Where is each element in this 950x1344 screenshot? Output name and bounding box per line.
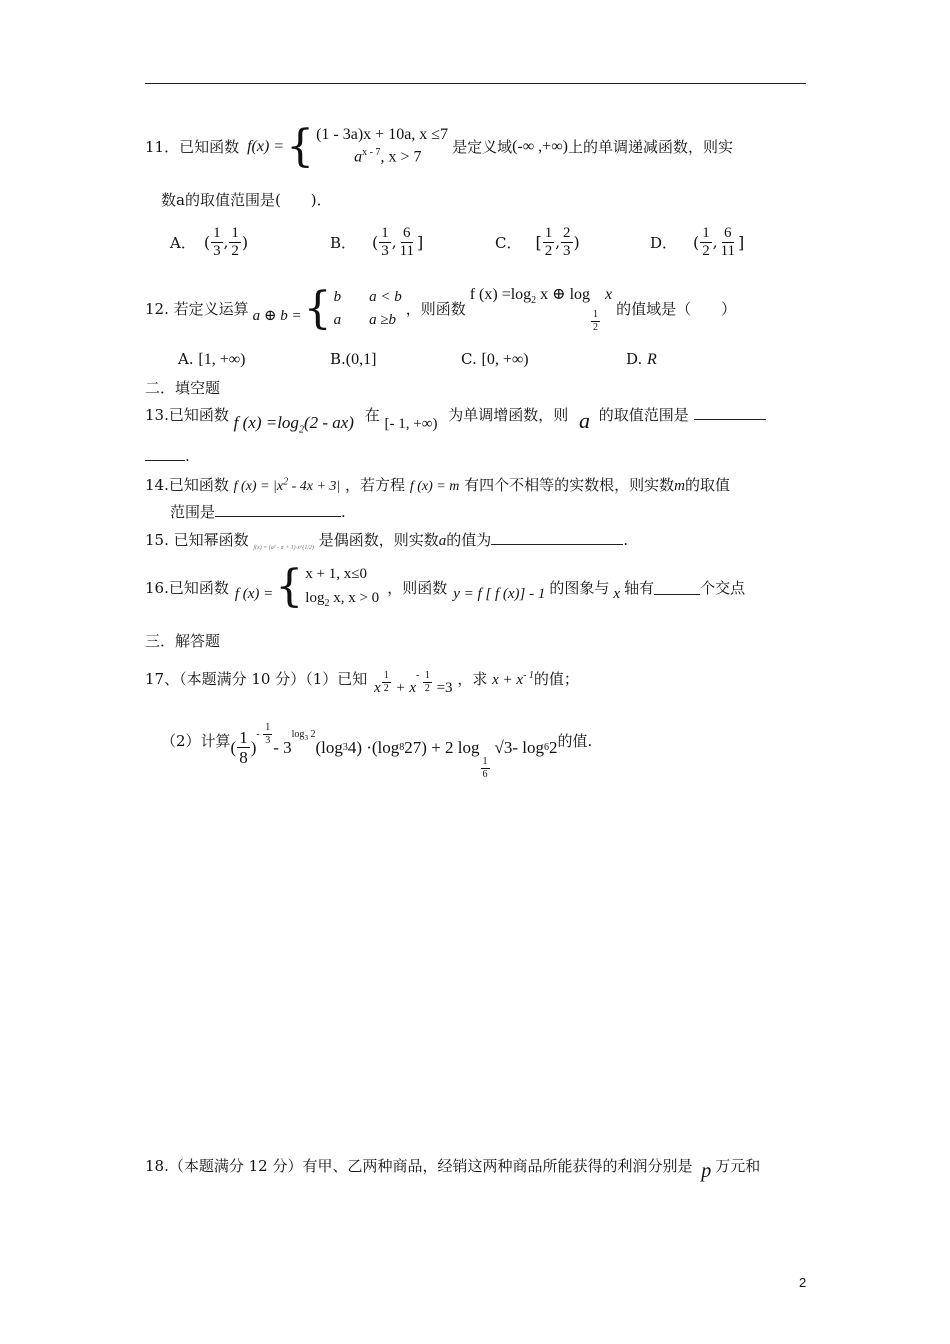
q17-tail2: 2 xyxy=(549,737,558,757)
q16-x: x xyxy=(613,585,621,602)
numerator: 1 xyxy=(231,224,239,241)
q13-formula xyxy=(233,413,354,436)
q16-text1: ，则函数 xyxy=(387,578,448,597)
q15-formula: f(x) = (a² - a + 1)·x^(1/2) xyxy=(253,545,314,551)
denominator: 11 xyxy=(399,242,415,259)
q18-end: 万元和 xyxy=(715,1157,761,1175)
q16-case1: x + 1, x≤0 xyxy=(305,566,367,582)
numerator: 1 xyxy=(702,224,710,241)
q17-exp2-sign: - xyxy=(416,670,422,681)
q17-term2c: 27) + 2 log xyxy=(404,737,480,757)
q17-minus3: - 3 xyxy=(273,737,292,757)
q16-text2: 的图象与 xyxy=(549,578,610,597)
q11-text1: 是定义域 xyxy=(452,138,513,157)
q15-blank[interactable] xyxy=(491,530,623,545)
fraction xyxy=(700,226,712,259)
q17-fraction xyxy=(237,729,250,766)
denominator: 6 xyxy=(482,769,488,780)
option-label: C． xyxy=(495,233,522,252)
option-label: A. xyxy=(178,350,194,368)
q17-part2-expression: ( $\frac{1}{8}$ ) - $\frac{1}{3}$ - 3 $^{log_3 2}$ (log 3 4) ·(log 8 27) + 2 log $\frac{1}{6}$ √3 - log 6 2 xyxy=(230,722,558,780)
q17-eq: =3 xyxy=(432,680,453,696)
numerator: 1 xyxy=(381,224,389,241)
option-value: [1, +∞) xyxy=(198,351,246,368)
q15-text1: 是偶函数，则实数 xyxy=(318,531,439,549)
denominator: 11 xyxy=(720,242,736,259)
q17-sub8: 8 xyxy=(399,742,405,753)
q17-sub3: 3 xyxy=(342,742,348,753)
q12-x: x xyxy=(601,286,613,303)
numerator: 1 xyxy=(213,224,221,241)
numerator: 1 xyxy=(383,670,389,681)
q16-number: 16.已知函数 xyxy=(145,578,229,597)
q15-text2: 的值为 xyxy=(446,531,492,549)
q17-power-arg: 2 xyxy=(307,729,316,740)
q17-expr-exp: - 1 xyxy=(523,670,534,681)
option-bracket: ( xyxy=(693,232,700,252)
section-answer-heading: 三．解答题 xyxy=(145,632,221,650)
denominator: 2 xyxy=(544,242,553,259)
option-label: C. xyxy=(461,350,477,368)
q11-option-d[interactable]: D． ( $\frac{1}{2}$ , $\frac{6}{11}$ ] xyxy=(650,224,745,259)
q13-text3: 的取值范围是 xyxy=(598,406,689,424)
q16-case2 xyxy=(305,586,379,612)
q12-brace: { xyxy=(303,282,332,334)
option-value: R xyxy=(647,351,657,368)
q12-number: 12. 若定义运算 xyxy=(145,300,249,318)
header-rule xyxy=(145,83,806,84)
section-fill-in-heading: 二．填空题 xyxy=(145,379,221,397)
question-14 xyxy=(145,474,730,495)
option-label: B. xyxy=(330,350,346,368)
q12-text1: ，则函数 xyxy=(405,300,466,318)
q16-blank[interactable] xyxy=(654,580,700,595)
option-bracket: ] xyxy=(417,232,424,252)
q14-end: . xyxy=(341,503,346,521)
q17-x: x xyxy=(374,680,381,696)
fraction xyxy=(398,226,416,259)
fraction xyxy=(543,226,555,259)
q16-y-function: y = f [ f (x)] - 1 xyxy=(453,585,546,602)
q11-case2-base: a xyxy=(354,148,363,166)
option-value: (0,1] xyxy=(345,351,377,368)
q12-case1-cond: a < b xyxy=(369,289,402,305)
q13-interval: [- 1, +∞) xyxy=(384,416,438,432)
question-13 xyxy=(145,400,766,436)
q13-sub: 2 xyxy=(298,424,304,436)
denominator: 8 xyxy=(239,748,248,767)
q17-part2-label: （2）计算 xyxy=(161,732,231,750)
q18-text: 18.（本题满分 12 分）有甲、乙两种商品，经销这两种商品所能获得的利润分别是 xyxy=(145,1157,693,1175)
q14-fx: f (x) = |x xyxy=(233,479,284,494)
q11-case2 xyxy=(316,146,448,169)
option-bracket: [ xyxy=(535,232,542,252)
q17-text1: ，求 xyxy=(457,670,488,688)
question-11 xyxy=(145,120,733,172)
denominator: 3 xyxy=(213,242,221,259)
q13-text1: 在 xyxy=(364,406,380,424)
q16-fx: f (x) = xyxy=(234,585,274,602)
q12-fx: f (x) =log xyxy=(469,286,532,303)
q17-frac-exp-value xyxy=(263,723,272,746)
denominator: 3 xyxy=(265,735,271,746)
q12-case2-val: a xyxy=(333,311,342,328)
q17-frac-exp-sign: - xyxy=(256,728,263,740)
q17-log-base xyxy=(481,757,490,780)
q17-expr-base: x + x xyxy=(492,672,524,688)
q17-power xyxy=(292,729,316,742)
q17-frac-exp xyxy=(256,723,273,746)
q17-text3: 的值. xyxy=(557,732,593,750)
q15-number: 15. 已知幂函数 xyxy=(145,531,249,549)
q13-number: 13.已知函数 xyxy=(145,406,229,424)
option-label: A． xyxy=(170,233,196,252)
question-17 xyxy=(145,662,579,696)
q13-a: a xyxy=(579,408,591,433)
denominator: 2 xyxy=(383,683,389,694)
fraction xyxy=(561,226,573,259)
q16-brace: { xyxy=(275,561,304,612)
q14-number: 14.已知函数 xyxy=(145,476,229,494)
q17-term2b: 4) ·(log xyxy=(347,737,400,757)
denominator: 2 xyxy=(593,322,599,333)
q14-blank[interactable] xyxy=(215,502,341,517)
q14-exp: 2 xyxy=(283,476,289,488)
q16-cases xyxy=(305,562,379,612)
option-bracket: ) xyxy=(241,232,249,252)
q16-text3: 轴有 xyxy=(624,578,655,597)
q12-sub: 2 xyxy=(531,295,537,307)
q12-option-c[interactable] xyxy=(461,350,529,369)
q12-option-a[interactable] xyxy=(178,350,245,369)
numerator: 2 xyxy=(563,224,571,241)
q17-sqrt: √3 xyxy=(494,737,513,757)
q14-formula xyxy=(233,476,341,494)
numerator: 6 xyxy=(403,224,411,241)
q12-log-base xyxy=(591,310,600,333)
q11-cases xyxy=(316,124,448,169)
q11-option-b[interactable]: B． ( $\frac{1}{3}$ , $\frac{6}{11}$ ] xyxy=(330,224,424,259)
q17-condition xyxy=(374,670,453,696)
q12-mid: x ⊕ log xyxy=(536,286,591,303)
q15-end: . xyxy=(623,531,629,549)
numerator: 1 xyxy=(265,722,271,733)
option-value: [0, +∞) xyxy=(481,351,529,368)
q13-text2: 为单调增函数，则 xyxy=(448,406,569,424)
q14-m: m xyxy=(674,478,685,494)
q13-end: . xyxy=(185,447,190,465)
question-15 xyxy=(145,529,628,550)
fraction xyxy=(211,226,223,259)
numerator: 1 xyxy=(239,728,248,747)
q17-exp2 xyxy=(423,671,432,694)
q17-power-sub: 3 xyxy=(304,734,308,742)
q12-formula xyxy=(470,284,612,333)
q11-domain: (-∞ ,+∞) xyxy=(512,137,568,155)
q12-options xyxy=(178,350,678,374)
q17-expr xyxy=(492,672,534,688)
q12-option-d[interactable] xyxy=(626,350,657,369)
question-16 xyxy=(145,562,745,612)
q12-case2 xyxy=(334,309,402,332)
q12-case2-cond: a ≥b xyxy=(369,311,397,328)
q11-option-c[interactable]: C． [ $\frac{1}{2}$ , $\frac{2}{3}$ ) xyxy=(495,224,580,259)
q11-case1: (1 - 3a)x + 10a, x ≤7 xyxy=(316,126,449,143)
q14-rest: - 4x + 3| xyxy=(288,479,341,494)
question-18 xyxy=(145,1154,761,1182)
q11-line2: 数a的取值范围是( )． xyxy=(161,191,332,209)
option-label: D. xyxy=(626,350,643,368)
option-label: B． xyxy=(330,233,357,252)
option-bracket: ( xyxy=(203,232,211,252)
numerator: 1 xyxy=(482,756,488,767)
q17-plus-x: + x xyxy=(391,680,416,696)
q17-number: 17、（本题满分 10 分）（1）已知 xyxy=(145,670,368,688)
option-label: D． xyxy=(650,233,678,252)
denominator: 3 xyxy=(563,242,571,259)
q14-text2: 有四个不相等的实数根，则实数 xyxy=(464,476,675,494)
q11-brace: { xyxy=(286,120,315,172)
q17-sub6: 6 xyxy=(544,742,550,753)
q11-option-a[interactable]: A． ( $\frac{1}{3}$ , $\frac{1}{2}$ ) xyxy=(170,224,249,259)
option-bracket: ) xyxy=(573,232,580,252)
q17-term2: (log xyxy=(315,737,343,757)
q13-blank[interactable] xyxy=(694,405,766,420)
q13-arg: (2 - ax) xyxy=(303,413,354,432)
fraction xyxy=(719,226,737,259)
q16-text4: 个交点 xyxy=(700,578,746,597)
numerator: 1 xyxy=(424,670,430,681)
q13-fx: f (x) =log xyxy=(233,413,299,432)
question-12 xyxy=(145,284,736,333)
q12-case1 xyxy=(334,286,402,309)
page-number: 2 xyxy=(799,1275,807,1290)
q12-text2: 的值域是（ ） xyxy=(616,300,737,318)
q17-exp1 xyxy=(382,671,391,694)
q14-line2 xyxy=(170,501,346,522)
q12-cases xyxy=(334,286,402,331)
q14-text3: 的取值 xyxy=(684,476,730,494)
q11-case2-cond: , x > 7 xyxy=(380,148,422,166)
q17-part2 xyxy=(161,715,593,780)
q17-power-log: log xyxy=(291,729,305,740)
denominator: 3 xyxy=(381,242,389,259)
q18-p: p xyxy=(701,1160,712,1182)
denominator: 2 xyxy=(424,683,430,694)
option-bracket: ] xyxy=(738,232,745,252)
q11-fx: f(x) = xyxy=(247,137,285,155)
numerator: 6 xyxy=(724,224,732,241)
q15-a: a xyxy=(438,533,447,549)
q17-text2: 的值； xyxy=(533,670,579,688)
q11-number: 11．已知函数 xyxy=(145,138,240,157)
denominator: 2 xyxy=(231,242,239,259)
q11-text2: 上的单调递减函数，则实 xyxy=(567,138,733,157)
denominator: 2 xyxy=(702,242,710,259)
option-bracket: ( xyxy=(372,232,379,252)
q13-line2 xyxy=(145,446,190,465)
q14-line2-text: 范围是 xyxy=(170,503,216,521)
q14-equation: f (x) = m xyxy=(409,479,460,494)
fraction xyxy=(379,226,391,259)
q14-text1: ，若方程 xyxy=(345,476,406,494)
q13-blank-continued[interactable] xyxy=(145,446,185,461)
numerator: 1 xyxy=(593,309,599,320)
q16-case2-rest: x, x > 0 xyxy=(329,590,380,606)
fraction xyxy=(229,226,241,259)
q12-op: a ⊕ b = xyxy=(252,308,302,324)
numerator: 1 xyxy=(544,224,553,241)
q12-case1-val: b xyxy=(333,289,342,305)
q11-case2-exp: x - 7 xyxy=(362,147,381,159)
q16-case2-log: log xyxy=(305,590,325,606)
q17-tail: - log xyxy=(512,737,545,757)
q12-option-b[interactable] xyxy=(330,350,376,369)
q11-options xyxy=(170,222,810,266)
q16-case2-sub: 2 xyxy=(324,598,330,609)
